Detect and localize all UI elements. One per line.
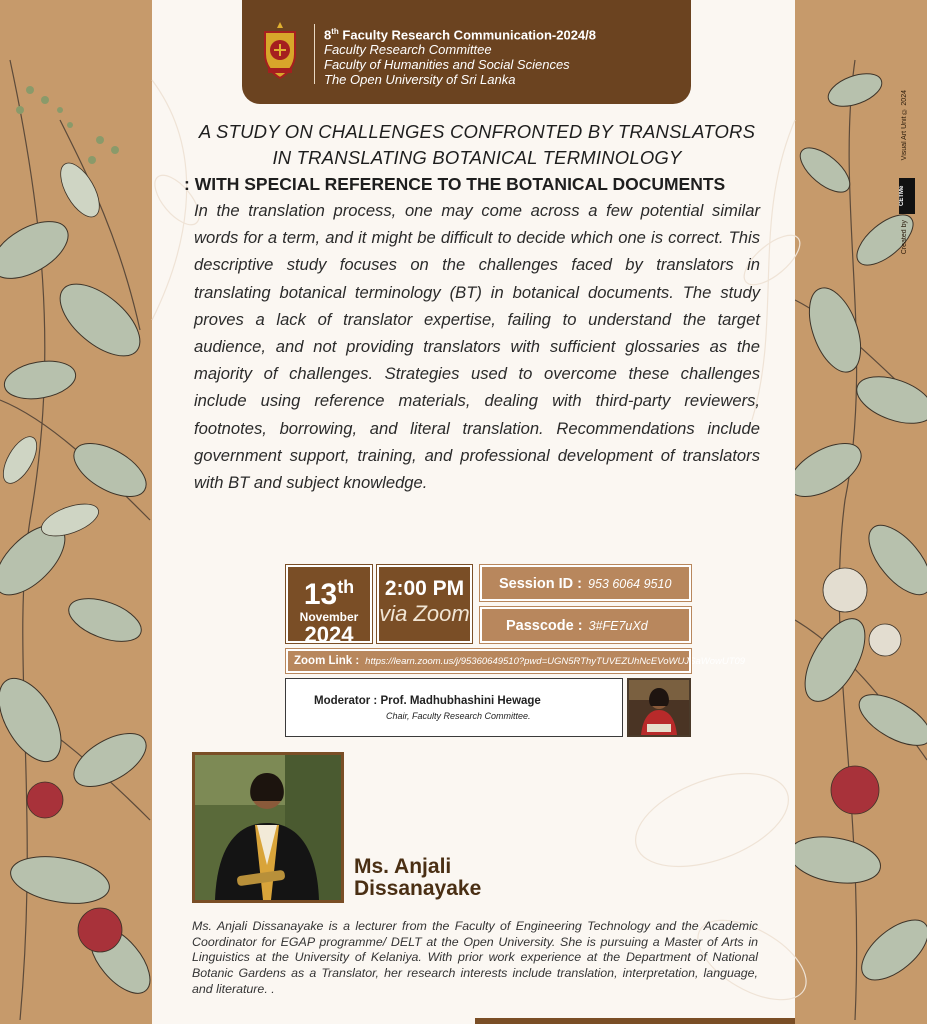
date-year: 2024 [304, 622, 354, 647]
speaker-name [354, 856, 481, 900]
paper-title [182, 119, 772, 171]
moderator-box [285, 678, 623, 737]
event-platform: via Zoom [379, 601, 470, 626]
university-crest-icon [259, 20, 301, 80]
moderator-name: Prof. Madhubhashini Hewage [380, 695, 541, 707]
moderator-role: Chair, Faculty Research Committee. [386, 711, 531, 721]
time-box [377, 565, 472, 643]
credit-vertical [895, 90, 919, 280]
bottom-strip [475, 1018, 795, 1024]
zoom-link[interactable]: https://learn.zoom.us/j/95360649510?pwd=UGN5RThyTUVEZUhNcEVoWUJSaWowUT09 [365, 656, 746, 667]
header-committee: Faculty Research Committee [324, 42, 492, 58]
session-id-value[interactable]: 953 6064 9510 [588, 577, 672, 591]
speaker-name-line-1: Ms. Anjali [354, 855, 452, 878]
speaker-photo [192, 752, 344, 903]
moderator-label: Moderator : [314, 695, 378, 707]
moderator-line [314, 695, 541, 707]
header-title: 8th Faculty Research Communication-2024/8 [324, 27, 596, 43]
header-faculty: Faculty of Humanities and Social Sciences [324, 57, 570, 73]
left-botanical-decoration [0, 0, 152, 1024]
zoom-link-box [286, 649, 746, 673]
date-month: November [299, 610, 359, 624]
moderator-photo [627, 678, 691, 737]
header-banner [242, 0, 691, 104]
passcode-value[interactable]: 3#FE7uXd [588, 619, 648, 633]
main-panel [152, 0, 795, 1024]
speaker-name-line-2: Dissanayake [354, 877, 482, 900]
date-box [286, 565, 372, 647]
passcode-label: Passcode : [506, 618, 583, 634]
passcode-box [480, 607, 691, 643]
zoom-link-label: Zoom Link : [294, 655, 360, 667]
event-time: 2:00 PM [384, 577, 465, 600]
session-id-box [480, 565, 691, 601]
date-day: 13th [303, 577, 355, 611]
paper-subtitle: : WITH SPECIAL REFERENCE TO THE BOTANICAL DOCUMENTS [184, 174, 726, 194]
header-text [324, 24, 596, 87]
header-university: The Open University of Sri Lanka [324, 72, 516, 88]
speaker-bio: Ms. Anjali Dissanayake is a lecturer from the Faculty of Engineering Technology and the Academic Coordinator for EGAP programme/ DELT at the Open University. She is pursuing a Master of Arts in Linguistics at the University of Kelaniya. With prior work experience at the Department of National Botanic Gardens as a Translator, her research interests include translation, interpretation, language, and literature. . [192, 919, 758, 996]
title-line-1: A STUDY ON CHALLENGES CONFRONTED BY TRANSLATORS [198, 121, 756, 142]
session-id-label: Session ID : [499, 576, 582, 592]
abstract-text: In the translation process, one may come across a few potential similar words for a term, and it might be difficult to decide which one is correct. This descriptive study focuses on the challenges faced by translators in translating botanical terminology (BT) in botanical documents. The study proves a lack of translator expertise, failing to understand the target audience, and not providing translators with sufficient glossaries as the majority of challenges. Strategies used to overcome these challenges include using reference materials, dealing with third-party reviewers, footnotes, borrowing, and literal translation. Recommendations include government support, training, and professional development of translators with BT and subject knowledge. [194, 201, 760, 493]
credit-suffix: Visual Art Unit © 2024 [901, 90, 908, 161]
cetme-badge: CETMe [899, 178, 915, 214]
credit-prefix: Created by [901, 220, 908, 255]
header-divider [314, 24, 315, 84]
title-line-2: IN TRANSLATING BOTANICAL TERMINOLOGY [272, 147, 682, 168]
